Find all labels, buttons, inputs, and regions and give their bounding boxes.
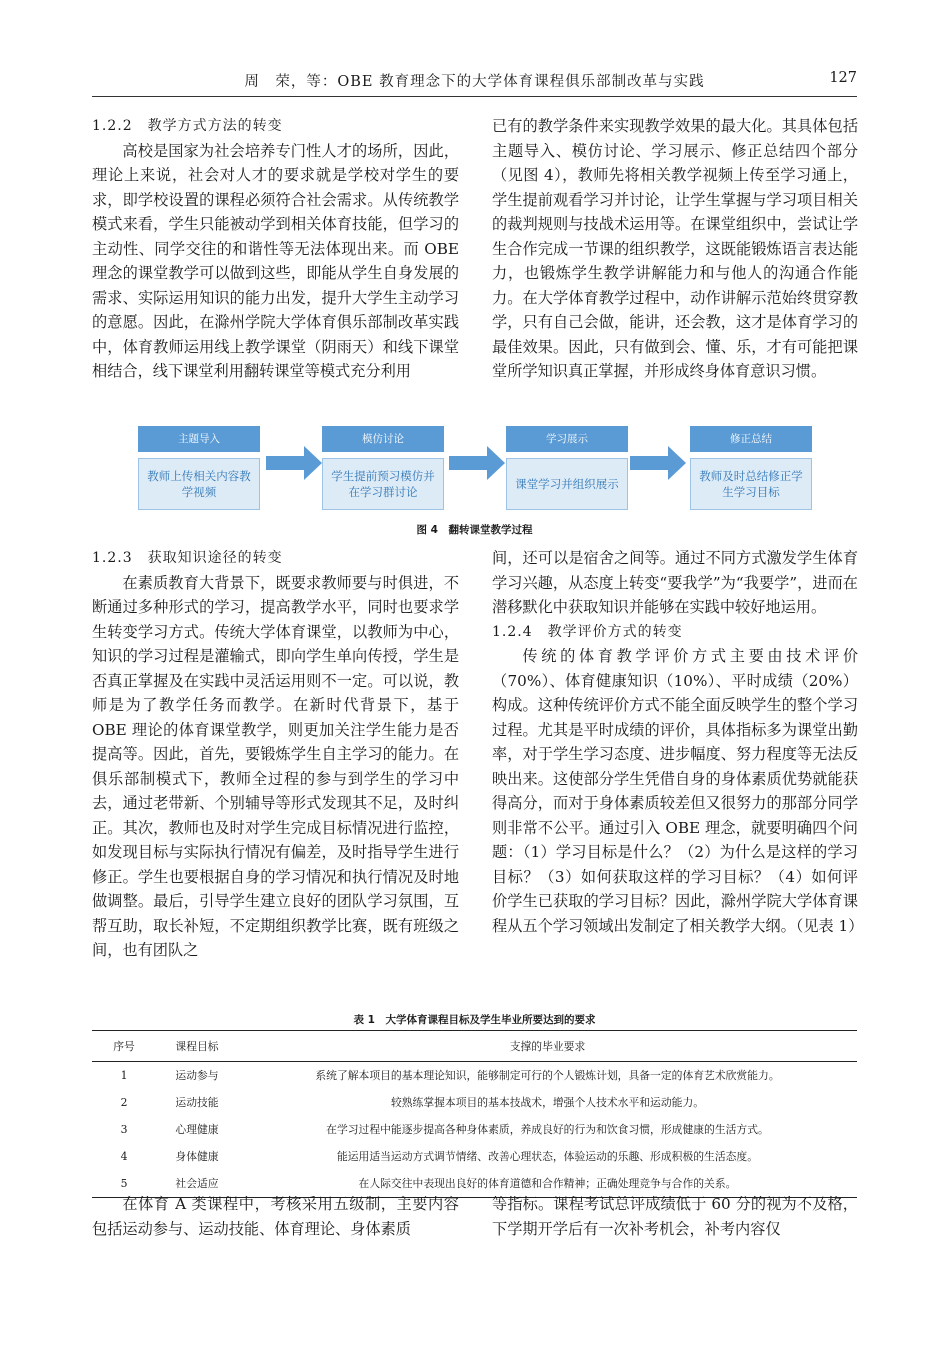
page-number: 127: [829, 70, 857, 86]
running-header: [92, 70, 857, 92]
cell-no: 1: [120, 1069, 128, 1082]
right-column-section-1-2-4: [492, 546, 864, 938]
flow-step-body: 教师及时总结修正学生学习目标: [690, 458, 812, 510]
table-row: [92, 1143, 857, 1170]
cell-requirement: 能运用适当运动方式调节情绪、改善心理状态，体验运动的乐趣、形成积极的生活态度。: [336, 1150, 759, 1163]
left-column-section-1-2-3: [92, 546, 459, 963]
cell-goal: 身体健康: [175, 1150, 219, 1163]
section-heading-1-2-2: 1.2.2 教学方式方法的转变: [92, 118, 283, 134]
cell-requirement: 系统了解本项目的基本理论知识，能够制定可行的个人锻炼计划，具备一定的体育艺术欣赏能力。: [315, 1069, 780, 1082]
paragraph: 已有的教学条件来实现教学效果的最大化。其具体包括主题导入、模仿讨论、学习展示、修正总结四个部分（见图 4），教师先将相关教学视频上传至学习通上，学生提前观看学习并讨论，让学生掌握与学习项目相关的裁判规则与技战术运用等。在课堂组织中，尝试让学生合作完成一节课的组织教学，这既能锻炼语言表达能力，也锻炼学生教学讲解能力和与他人的沟通合作能力。在大学体育教学过程中，动作讲解示范始终贯穿教学，只有自己会做，能讲，还会教，这才是体育学习的最佳效果。因此，只有做到会、懂、乐，才有可能把课堂所学知识真正掌握，并形成终身体育意识习惯。: [492, 117, 858, 380]
flow-step-head: 学习展示: [506, 426, 628, 452]
column-header: 课程目标: [156, 1031, 238, 1062]
left-column-section-1-2-2: [92, 114, 459, 384]
paragraph: 等指标。课程考试总评成绩低于 60 分的视为不及格，下学期开学后有一次补考机会，补考内容仅: [492, 1195, 858, 1238]
flow-step-head: 修正总结: [690, 426, 812, 452]
header-rule: [92, 96, 857, 97]
right-column-bottom: [492, 1192, 858, 1241]
cell-goal: 心理健康: [175, 1123, 219, 1136]
cell-requirement: 在学习过程中能逐步提高各种身体素质，养成良好的行为和饮食习惯，形成健康的生活方式。: [326, 1123, 769, 1136]
figure-4-caption: 图 4 翻转课堂教学过程: [416, 524, 533, 536]
right-column-top: [492, 114, 858, 384]
paragraph: 在素质教育大背景下，既要求教师要与时俱进，不断通过多种形式的学习，提高教学水平，同时也要求学生转变学习方式。传统大学体育课堂，以教师为中心，知识的学习过程是灌输式，即向学生单向传授，学生是否真正掌握及在实践中灵活运用则不一定。可以说，教师是为了教学任务而教学。在新时代背景下，基于 OBE 理论的体育课堂教学，则更加关注学生能力是否提高等。因此，首先，要锻炼学生自主学习的能力。在俱乐部制模式下，教师全过程的参与到学生的学习中去，通过老带新、个别辅导等形式发现其不足，及时纠正。其次，教师也及时对学生完成目标情况进行监控，如发现目标与实际执行情况有偏差，及时指导学生进行修正。学生也要根据自身的学习情况和执行情况及时地做调整。最后，引导学生建立良好的团队学习氛围，互帮互助，取长补短，不定期组织教学比赛，既有班级之间，也有团队之: [92, 573, 459, 959]
flow-step-2: [322, 426, 444, 510]
section-heading-1-2-4: 1.2.4 教学评价方式的转变: [492, 623, 683, 640]
flow-step-body: 教师上传相关内容教学视频: [138, 458, 260, 510]
flow-step-head: 主题导入: [138, 426, 260, 452]
flow-step-4: [690, 426, 812, 510]
table-row: [92, 1089, 857, 1116]
paragraph: 高校是国家为社会培养专门性人才的场所，因此，理论上来说，社会对人才的要求就是学校对学生的要求，即学校设置的课程必须符合社会需求。从传统教学模式来看，学生只能被动学到相关体育技能，但学习的主动性、同学交往的和谐性等无法体现出来。而 OBE 理念的课堂教学可以做到这些，即能从学生自身发展的需求、实际运用知识的能力出发，提升大学生主动学习的意愿。因此，在滁州学院大学体育俱乐部制改革实践中，体育教师运用线上教学课堂（阴雨天）和线下课堂相结合，线下课堂利用翻转课堂等模式充分利用: [92, 141, 459, 380]
table-row: [92, 1116, 857, 1143]
flow-step-1: [138, 426, 260, 510]
column-header: 序号: [92, 1031, 156, 1062]
right-arrow-icon: [449, 444, 505, 482]
paragraph: 传统的体育教学评价方式主要由技术评价（70%）、体育健康知识（10%）、平时成绩（20%）构成。这种传统评价方式不能全面反映学生的整个学习过程。尤其是平时成绩的评价，具体指标多为课堂出勤率，对于学生学习态度、进步幅度、努力程度等无法反映出来。这使部分学生凭借自身的身体素质优势就能获得高分，而对于身体素质较差但又很努力的那部分同学则非常不公平。通过引入 OBE 理念，就要明确四个问题：（1）学习目标是什么？（2）为什么是这样的学习目标？（3）如何获取这样的学习目标？（4）如何评价学生已获取的学习目标？因此，滁州学院大学体育课程从五个学习领域出发制定了相关教学大纲。（见表 1）: [492, 647, 864, 935]
cell-requirement: 较熟练掌握本项目的基本技战术，增强个人技术水平和运动能力。: [390, 1096, 705, 1109]
table-1: [92, 1030, 857, 1198]
cell-requirement: 在人际交往中表现出良好的体育道德和合作精神；正确处理竞争与合作的关系。: [238, 1170, 857, 1198]
cell-goal: 运动技能: [175, 1096, 219, 1109]
flow-step-head: 模仿讨论: [322, 426, 444, 452]
flow-step-body: 学生提前预习模仿并在学习群讨论: [322, 458, 444, 510]
figure-4-flowchart: [138, 426, 814, 518]
table-1-caption: 表 1 大学体育课程目标及学生毕业所要达到的要求: [353, 1014, 596, 1026]
flow-step-body: 课堂学习并组织展示: [506, 458, 628, 510]
cell-goal: 社会适应: [156, 1170, 238, 1198]
right-arrow-icon: [266, 444, 322, 482]
header-title: 周 荣，等：OBE 教育理念下的大学体育课程俱乐部制改革与实践: [244, 74, 705, 90]
cell-no: 3: [120, 1123, 128, 1136]
cell-no: 4: [120, 1150, 128, 1163]
cell-no: 2: [120, 1096, 128, 1109]
paragraph: 间，还可以是宿舍之间等。通过不同方式激发学生体育学习兴趣，从态度上转变“要我学”为“我要学”，进而在潜移默化中获取知识并能够在实践中较好地运用。: [492, 549, 858, 616]
table-row: [92, 1062, 857, 1090]
flow-step-3: [506, 426, 628, 510]
paragraph: 在体育 A 类课程中，考核采用五级制，主要内容包括运动参与、运动技能、体育理论、身体素质: [92, 1195, 459, 1238]
section-heading-1-2-3: 1.2.3 获取知识途径的转变: [92, 550, 283, 566]
column-header: 支撑的毕业要求: [238, 1031, 857, 1062]
cell-goal: 运动参与: [175, 1069, 219, 1082]
cell-no: 5: [92, 1170, 156, 1198]
right-arrow-icon: [630, 444, 686, 482]
left-column-bottom: [92, 1192, 459, 1241]
